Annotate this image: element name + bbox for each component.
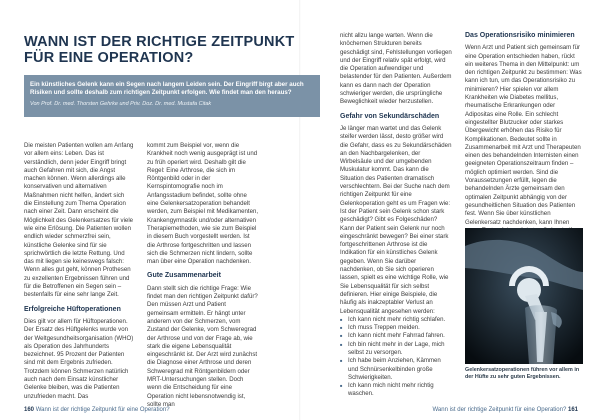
lead-text: Ein künstliches Gelenk kann ein Segen nach langem Leiden sein. Der Eingriff birgt aber auch Risiken und sollte deshalb zum richtigen Zeitpunkt erfolgen. Wie findet man den heraus? — [30, 81, 304, 97]
xray-illustration — [465, 228, 583, 364]
list-item: ■ Ich muss Treppen meiden. — [348, 324, 452, 332]
running-footer: Wann ist der richtige Zeitpunkt für eine Operation? — [35, 407, 170, 413]
page-number: 161 — [567, 407, 578, 413]
title-line: FÜR EINE OPERATION? — [24, 50, 194, 66]
paragraph: Dies gilt vor allem für Hüftoperationen. Der Ersatz des Hüftgelenks wurde von der Weltgesundheitsorganisation (WHO) als Operation des Jahrhunderts bezeichnet. 95 Prozent der Patienten sind mit dem Ergebnis zufrieden. Trotzdem können Schmerzen natürlich auch nach dem Einsatz künstlicher Gelenke bleiben, was die Patienten unzufrieden macht. Das — [24, 317, 134, 400]
bullet-list — [340, 316, 452, 399]
paragraph: nicht allzu lange warten. Wenn die knöchernen Strukturen bereits geschädigt sind, Fehlstellungen vorliegen und der Eingriff relativ spät erfolgt, wird die Operation aufwendiger und belastender für den Patienten. Außerdem kann es dann nach der Operation schwieriger werden, die ursprüngliche Beweglichkeit wieder herzustellen. — [340, 32, 452, 106]
left-column-1 — [24, 142, 134, 401]
left-footer — [24, 407, 170, 413]
article-title — [24, 34, 324, 66]
list-item: ■ Ich kann mich nicht mehr richtig waschen. — [348, 382, 452, 399]
title-line: WANN IST DER RICHTIGE ZEITPUNKT — [24, 34, 295, 50]
section-heading: Das Operationsrisiko minimieren — [465, 32, 575, 39]
paragraph: kommt zum Beispiel vor, wenn die Krankheit noch wenig ausgeprägt ist und zu früh operiert wird. Deshalb gilt die Regel: Eine Arthrose, die sich im Röntgenbild oder in der Kernspintomografie noch im Anfangsstadium befindet, sollte ohne eine Gelenkersatzoperation behandelt werden, zum Beispiel mit Medikamenten, Krankengymnastik und/oder alternativen Therapiemethoden, wie sie zum Beispiel in diesem Buch vorgestellt werden. Ist die Arthrose fortgeschritten und lassen sich die Schmerzen nicht lindern, sollte man über eine Operation nachdenken. — [147, 142, 259, 266]
paragraph: Die meisten Patienten wollen am Anfang vor allem eins: Leben. Das ist verständlich, denn jeder Eingriff bringt auch Gefahren mit sich, die Angst machen können. Wenn allerdings alle konservativen und alternativen Maßnahmen nicht helfen, ändert sich die Einstellung zum Thema Operation nach einer Zeit. Dann erscheint die Möglichkeit des Gelenkersatzes für viele wie eine Erlösung. Die Patienten wollen endlich wieder schmerzfrei sein, künstliche Gelenke sind für sie sprichwörtlich die letzte Rettung. Und das mit liegen sie keineswegs falsch: Wenn alles gut geht, können Prothesen zu exzellenten Ergebnissen führen und für die Betroffenen ein Segen sein – bestenfalls für eine sehr lange Zeit. — [24, 142, 134, 299]
list-item: ■ Ich habe beim Anziehen, Kämmen und Schnürsenkelbinden große Schwierigkeiten. — [348, 357, 452, 382]
right-column-2 — [465, 32, 583, 252]
authors-line: Von Prof. Dr. med. Thorsten Gehrke und Priv. Doz. Dr. med. Mustafa Citak — [30, 101, 212, 107]
lead-box — [24, 75, 320, 117]
image-caption: Gelenkersatzoperationen führen vor allem in der Hüfte zu sehr guten Ergebnissen. — [465, 367, 580, 380]
section-heading: Gute Zusammenarbeit — [147, 272, 221, 280]
paragraph: Dann stellt sich die richtige Frage: Wie findet man den richtigen Zeitpunkt dafür? Den müssen Arzt und Patient gemeinsam ermitteln. Er hängt unter anderem von der Schmerzen, vom Zustand der Gelenke, vom Schweregrad der Arthrose und von der Frage ab, wie stark die eigene Lebensqualität eingeschränkt ist. Der Arzt wird zunächst die Diagnose einer Arthrose und deren Schweregrad mit Röntgenbildern oder MRT-Untersuchungen stellen. Doch wenn die Entscheidung für eine Operation nicht lebensnotwendig ist, sollte man — [147, 284, 258, 408]
section-heading: Erfolgreiche Hüftoperationen — [24, 305, 121, 313]
paragraph: Wenn Arzt und Patient sich gemeinsam für eine Operation entschieden haben, rückt ein weiteres Thema in den Mittelpunkt: um den richtigen Zeitpunkt zu bestimmen: Was kann ich tun, um das Operationsrisiko zu minimieren? Hier spielen vor allem Krankheiten wie Diabetes mellitus, rheumatische Erkrankungen oder Adipositas eine Rolle. Ein schlecht eingestellter Blutzucker oder starkes Übergewicht erhöhen das Risiko für Komplikationen. Bedeutet sollte in Zusammenarbeit mit Arzt und Therapeuten einen des behandelnden Internisten einen geeigneten Operationszeitraum finden – möglich optimiert werden. Sind die Voraussetzungen erfüllt, legen die behandelnden Ärzte gemeinsam den optimalen Zeitpunkt abhängig von der gesundheitlichen Situation des Patienten fest. Wenn Sie über künstlichen Gelenkersatz nachdenken, kann Ihnen — [465, 44, 582, 226]
right-footer — [432, 407, 578, 413]
left-column-2 — [147, 142, 259, 409]
paragraph: Je länger man wartet und das Gelenk steifer werden lässt, desto größer wird die Gefahr, dass es zu Sekundärschäden an den Nachbargelenken, der Wirbelsäule und der umgebenden Muskulatur kommt. Das kann die Situation des Patienten dramatisch verschlechtern. Bei der Suche nach dem richtigen Zeitpunkt für eine Gelenkoperation geht es um Fragen wie: Ist der Patient sein Gelenk schon stark geschädigt? Gibt es Folgeschäden? Kann der Patient sein Gelenk nur noch eingeschränkt bewegen? Bei einer stark fortgeschrittenen Arthrose ist die Indikation für ein künstliches Gelenk gegeben. Wenn Sie darüber nachdenken, ob Sie sich operieren lassen, spielt es eine wichtige Rolle, wie Sie Lebensqualität für sich selbst definieren. Hier einige Beispiele, die häufig als inakzeptabler Verlust an Lebensqualität angesehen werden: — [340, 124, 452, 315]
list-item: ■ Ich kann nicht mehr Fahrrad fahren. — [348, 332, 452, 340]
right-column-1 — [340, 32, 452, 399]
list-item: ■ Ich bin nicht mehr in der Lage, mich selbst zu versorgen. — [348, 341, 452, 358]
hip-xray-image — [465, 228, 583, 364]
list-item: ■ Ich kann nicht mehr richtig schlafen. — [348, 316, 452, 324]
page-number: 160 — [24, 407, 35, 413]
running-footer: Wann ist der richtige Zeitpunkt für eine Operation? — [432, 407, 567, 413]
section-heading: Gefahr von Sekundärschäden — [340, 112, 440, 120]
